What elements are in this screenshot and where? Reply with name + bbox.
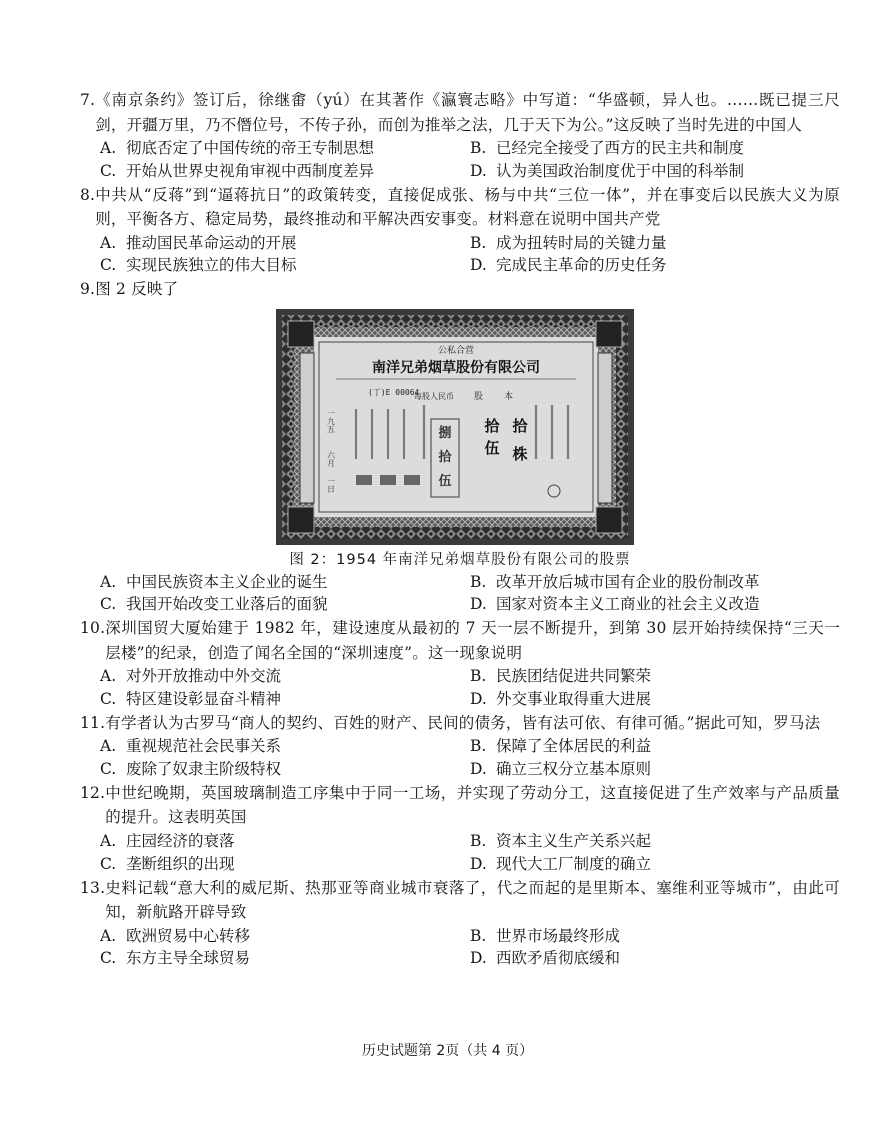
option-c [100, 688, 470, 711]
corner-ornament [288, 507, 314, 533]
options [80, 571, 840, 617]
option-label: A. [100, 831, 117, 850]
option-label: C. [100, 256, 117, 275]
option-label: D. [470, 760, 487, 779]
certificate-top-text: 公私合营 [437, 345, 475, 356]
option-label: C. [100, 690, 117, 709]
corner-ornament [288, 321, 314, 347]
question-number: 11. [80, 713, 106, 732]
option-b [470, 232, 840, 255]
options [80, 735, 840, 781]
option-c [100, 254, 470, 277]
option-a [100, 830, 470, 853]
option-label: C. [100, 854, 117, 873]
option-text: 庄园经济的衰落 [126, 831, 235, 850]
option-label: C. [100, 595, 117, 614]
option-text: 完成民主革命的历史任务 [496, 256, 667, 275]
side-label-3: 每股人民币 [414, 391, 454, 401]
option-text: 实现民族独立的伟大目标 [126, 256, 297, 275]
option-c [100, 947, 470, 970]
signature-stamp [380, 475, 396, 485]
side-label-2: 本 [504, 391, 514, 402]
signature-stamp [356, 475, 372, 485]
question-stem [80, 88, 840, 137]
option-text: 欧洲贸易中心转移 [126, 926, 251, 945]
option-text: 西欧矛盾彻底缓和 [496, 949, 621, 968]
option-label: B. [470, 139, 487, 157]
option-d [470, 254, 840, 277]
option-d [470, 160, 840, 183]
option-a [100, 925, 470, 948]
option-label: D. [470, 690, 487, 709]
option-label: A. [100, 926, 117, 945]
question-number: 7. [80, 91, 96, 109]
amount-char-4: 株 [512, 444, 528, 463]
option-text: 民族团结促进共同繁荣 [496, 667, 652, 686]
option-text: 已经完全接受了西方的民主共和制度 [496, 139, 745, 157]
signature-stamp [404, 475, 420, 485]
option-label: D. [470, 161, 487, 180]
question-stem [80, 711, 840, 736]
question-stem [80, 616, 840, 665]
option-label: A. [100, 667, 117, 686]
option-a [100, 571, 470, 594]
options [80, 232, 840, 278]
option-d [470, 688, 840, 711]
option-label: D. [470, 854, 487, 873]
option-text: 特区建设彰显奋斗精神 [126, 690, 282, 709]
question-text: 《南京条约》签订后，徐继畬（yú）在其著作《瀛寰志略》中写道：“华盛顿，异人也。……既已提三尺剑，开疆万里，乃不僭位号，不传子孙，而创为推举之法，几于天下为公。”这反映了当时先进的中国人 [95, 91, 840, 134]
option-text: 改革开放后城市国有企业的股份制改革 [496, 572, 760, 591]
option-label: A. [100, 572, 117, 591]
option-text: 垄断组织的出现 [126, 854, 235, 873]
option-label: B. [470, 667, 487, 686]
option-label: C. [100, 760, 117, 779]
amount-char-2: 伍 [484, 438, 500, 457]
option-c [100, 160, 470, 183]
option-text: 对外开放推动中外交流 [126, 667, 282, 686]
option-label: B. [470, 572, 487, 591]
option-label: B. [470, 737, 487, 756]
seal-char-3: 伍 [438, 473, 452, 489]
right-side-band [598, 353, 612, 503]
stock-certificate-figure [276, 309, 634, 545]
question-stem [80, 183, 840, 232]
option-text: 现代大工厂制度的确立 [496, 854, 652, 873]
question-7 [80, 88, 840, 183]
question-text: 深圳国贸大厦始建于 1982 年，建设速度从最初的 7 天一层不断提升，到第 30 层开始持续保持“三天一层楼”的纪录，创造了闻名全国的“深圳速度”。这一现象说明 [105, 619, 840, 662]
option-b [470, 830, 840, 853]
option-text: 废除了奴隶主阶级特权 [126, 760, 282, 779]
question-text: 图 2 反映了 [95, 280, 179, 299]
option-label: A. [100, 737, 117, 756]
options [80, 137, 840, 183]
question-number: 8. [80, 185, 96, 204]
option-label: C. [100, 949, 117, 968]
option-a [100, 137, 470, 160]
option-text: 确立三权分立基本原则 [496, 760, 652, 779]
date-month: 六月 [326, 450, 336, 467]
question-number: 13. [80, 878, 106, 897]
corner-ornament [596, 321, 622, 347]
option-label: D. [470, 256, 487, 275]
options [80, 665, 840, 711]
question-number: 10. [80, 619, 106, 638]
certificate-serial: (丁)E 00064 [368, 387, 420, 397]
option-text: 东方主导全球贸易 [126, 949, 251, 968]
option-d [470, 593, 840, 616]
option-text: 认为美国政治制度优于中国的科举制 [496, 161, 745, 180]
question-10 [80, 616, 840, 711]
option-label: B. [470, 926, 487, 945]
question-11 [80, 711, 840, 781]
option-label: D. [470, 949, 487, 968]
option-b [470, 137, 840, 160]
question-text: 中世纪晚期，英国玻璃制造工序集中于同一工场，并实现了劳动分工，这直接促进了生产效率与产品质量的提升。这表明英国 [105, 783, 840, 827]
option-text: 世界市场最终形成 [496, 926, 621, 945]
option-text: 彻底否定了中国传统的帝王专制思想 [126, 139, 375, 157]
option-a [100, 665, 470, 688]
stock-certificate-image [276, 309, 634, 545]
option-text: 中国民族资本主义企业的诞生 [126, 572, 328, 591]
corner-ornament [596, 507, 622, 533]
question-8 [80, 183, 840, 278]
amount-char-1: 拾 [484, 416, 500, 435]
option-label: B. [470, 233, 487, 252]
seal-char-1: 捌 [438, 425, 452, 441]
question-13 [80, 876, 840, 971]
question-9 [80, 277, 840, 616]
option-text: 国家对资本主义工商业的社会主义改造 [496, 595, 760, 614]
page-footer: 历史试题第 2页（共 4 页） [361, 1043, 534, 1059]
question-list [80, 88, 840, 970]
certificate-company-name: 南洋兄弟烟草股份有限公司 [372, 359, 540, 376]
question-text: 有学者认为古罗马“商人的契约、百姓的财产、民间的债务，皆有法可依、有律可循。”据此可知，罗马法 [105, 713, 821, 732]
option-b [470, 665, 840, 688]
option-text: 成为扭转时局的关键力量 [496, 233, 667, 252]
option-c [100, 593, 470, 616]
question-text: 中共从“反蒋”到“逼蒋抗日”的政策转变，直接促成张、杨与中共“三位一体”，并在事变后以民族大义为原则，平衡各方、稳定局势，最终推动和平解决西安事变。材料意在说明中国共产党 [95, 185, 840, 229]
date-day: 一日 [326, 476, 336, 493]
question-stem [80, 876, 840, 925]
question-stem [80, 277, 840, 302]
option-label: B. [470, 831, 487, 850]
question-12 [80, 781, 840, 876]
side-label-1: 股 [474, 391, 484, 402]
option-b [470, 925, 840, 948]
option-label: A. [100, 139, 117, 157]
figure-caption: 图 2：1954 年南洋兄弟烟草股份有限公司的股票 [289, 551, 631, 568]
option-text: 我国开始改变工业落后的面貌 [126, 595, 328, 614]
option-text: 外交事业取得重大进展 [496, 690, 652, 709]
option-d [470, 853, 840, 876]
option-label: C. [100, 161, 117, 180]
left-side-band [300, 353, 314, 503]
option-text: 推动国民革命运动的开展 [126, 233, 297, 252]
option-b [470, 735, 840, 758]
option-d [470, 758, 840, 781]
question-stem [80, 781, 840, 830]
option-c [100, 853, 470, 876]
option-text: 保障了全体居民的利益 [496, 737, 652, 756]
option-text: 开始从世界史视角审视中西制度差异 [126, 161, 375, 180]
option-text: 重视规范社会民事关系 [126, 737, 282, 756]
options [80, 830, 840, 876]
seal-char-2: 拾 [438, 449, 452, 465]
option-d [470, 947, 840, 970]
question-number: 9. [80, 280, 96, 299]
date-year: 一九五 [326, 408, 336, 433]
option-b [470, 571, 840, 594]
option-text: 资本主义生产关系兴起 [496, 831, 652, 850]
option-label: A. [100, 233, 117, 252]
option-a [100, 232, 470, 255]
amount-char-3: 拾 [512, 416, 528, 435]
option-a [100, 735, 470, 758]
question-number: 12. [80, 783, 106, 802]
options [80, 925, 840, 971]
option-c [100, 758, 470, 781]
option-label: D. [470, 595, 487, 614]
question-text: 史料记载“意大利的威尼斯、热那亚等商业城市衰落了，代之而起的是里斯本、塞维利亚等城市”，由此可知，新航路开辟导致 [105, 878, 840, 922]
